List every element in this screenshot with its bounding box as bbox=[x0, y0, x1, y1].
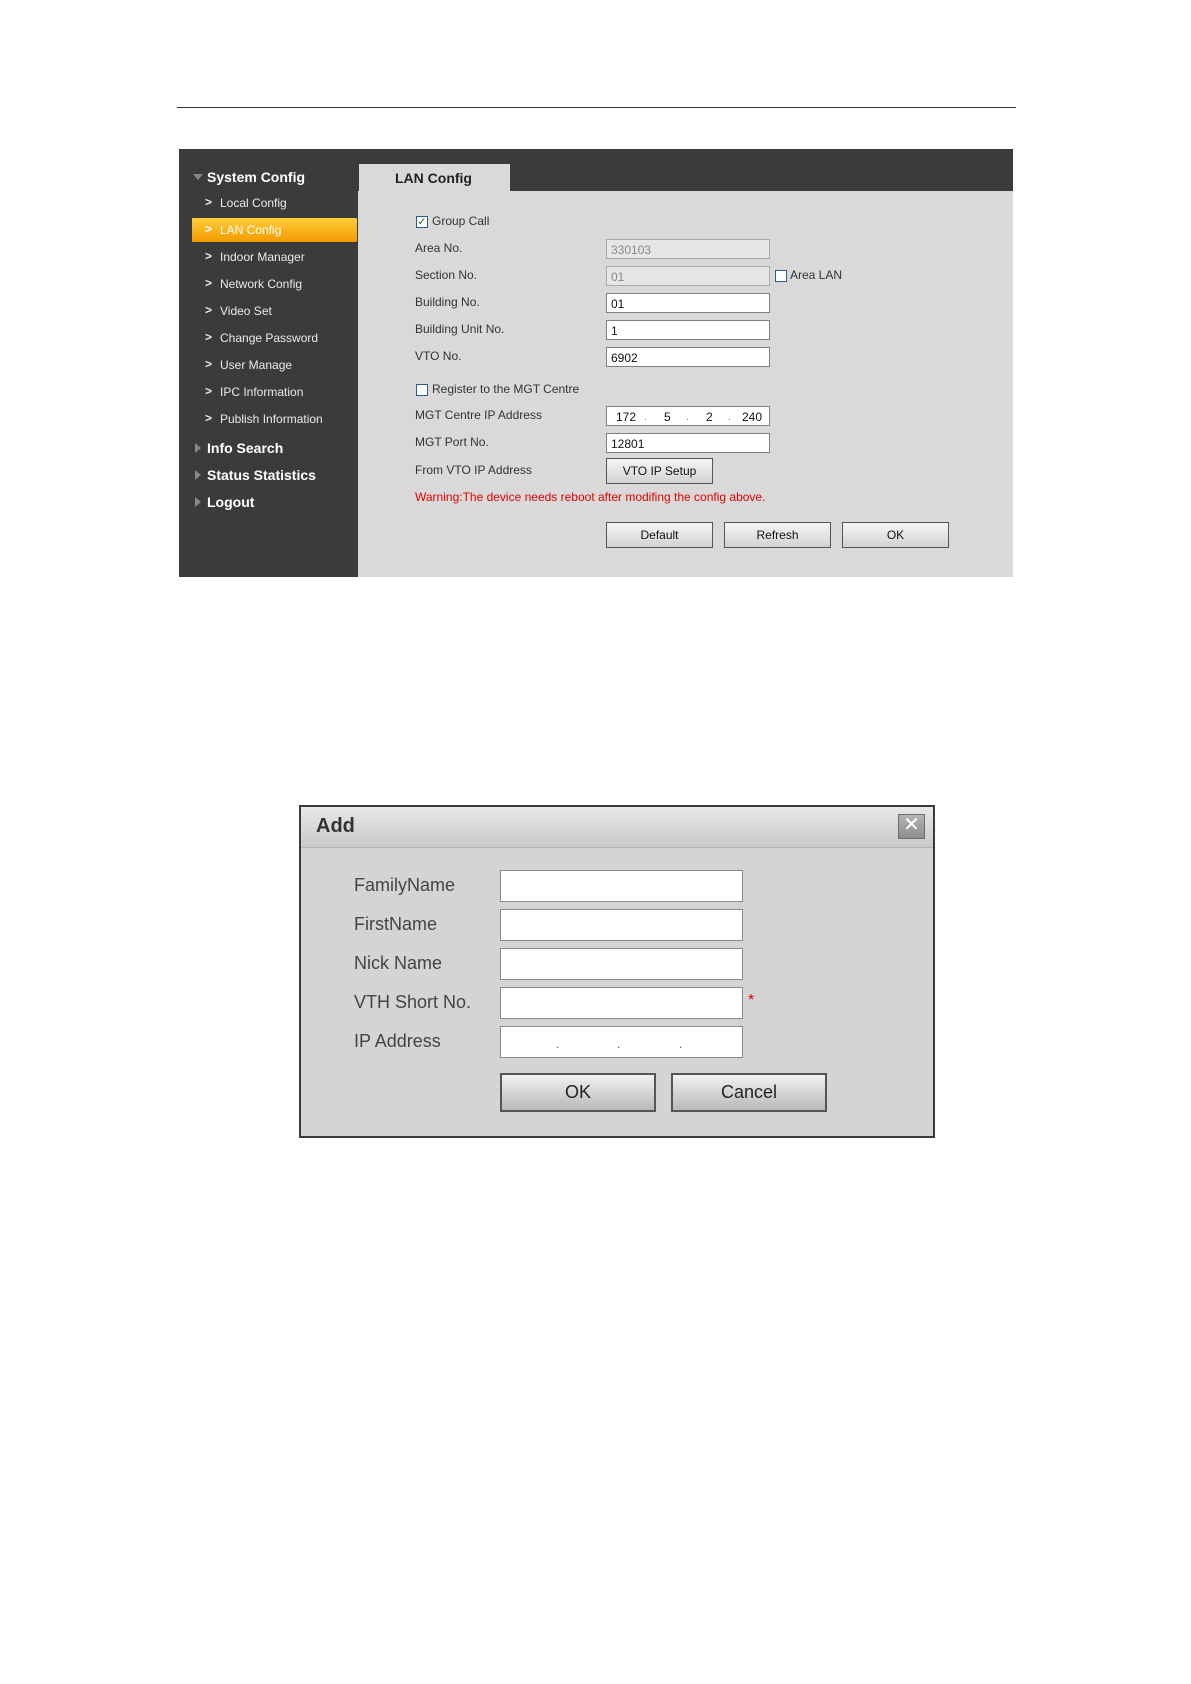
sidebar-item-publish-information[interactable]: > Publish Information bbox=[205, 411, 323, 426]
group-call-checkbox[interactable]: ✓ bbox=[417, 216, 427, 228]
tab-lan-config[interactable]: LAN Config bbox=[359, 164, 510, 191]
section-no-field[interactable]: 01 bbox=[606, 266, 770, 286]
mgt-ip-label: MGT Centre IP Address bbox=[415, 408, 542, 422]
sidebar-item-ipc-information[interactable]: > IPC Information bbox=[205, 384, 304, 399]
expand-right-icon bbox=[195, 470, 201, 480]
expand-right-icon bbox=[195, 443, 201, 453]
dialog-ok-button[interactable]: OK bbox=[500, 1073, 656, 1112]
family-name-label: FamilyName bbox=[354, 875, 456, 895]
sidebar-item-lan-config[interactable]: > LAN Config bbox=[192, 218, 357, 242]
mgt-ip-octet-2[interactable]: 5 bbox=[664, 410, 671, 424]
nick-name-label: Nick Name bbox=[354, 953, 443, 973]
group-call-label: Group Call bbox=[432, 214, 490, 228]
vto-ip-setup-button[interactable]: VTO IP Setup bbox=[606, 458, 713, 484]
area-no-field[interactable]: 330103 bbox=[606, 239, 770, 259]
nick-name-input[interactable] bbox=[500, 948, 743, 980]
sidebar-group-logout[interactable]: Logout bbox=[207, 494, 254, 510]
chevron-right-icon: > bbox=[205, 222, 213, 236]
mgt-ip-octet-4[interactable]: 240 bbox=[742, 410, 763, 424]
ip-dot: . bbox=[728, 411, 732, 423]
sidebar-group-status-statistics[interactable]: Status Statistics bbox=[207, 467, 316, 483]
chevron-right-icon: > bbox=[205, 195, 213, 209]
sidebar-item-user-manage[interactable]: > User Manage bbox=[205, 357, 293, 372]
sidebar-item-video-set[interactable]: > Video Set bbox=[205, 303, 272, 318]
sidebar bbox=[179, 149, 358, 577]
expand-right-icon bbox=[195, 497, 201, 507]
area-no-label: Area No. bbox=[415, 241, 463, 255]
sidebar-group-system-config[interactable]: System Config bbox=[207, 169, 305, 185]
page-header-rule bbox=[177, 107, 1016, 108]
building-unit-no-label: Building Unit No. bbox=[415, 322, 505, 336]
default-button[interactable]: Default bbox=[606, 522, 713, 548]
ip-dot: . bbox=[617, 1037, 621, 1051]
sidebar-item-indoor-manager[interactable]: > Indoor Manager bbox=[205, 249, 305, 264]
chevron-right-icon: > bbox=[205, 276, 213, 290]
sidebar-group-info-search[interactable]: Info Search bbox=[207, 440, 283, 456]
area-lan-checkbox[interactable] bbox=[775, 270, 787, 282]
required-marker: * bbox=[748, 992, 755, 1009]
mgt-ip-field[interactable] bbox=[606, 406, 770, 426]
reboot-warning: Warning:The device needs reboot after modifing the config above. bbox=[415, 490, 766, 504]
first-name-label: FirstName bbox=[354, 914, 438, 934]
chevron-right-icon: > bbox=[205, 384, 213, 398]
dialog-header bbox=[301, 807, 933, 848]
close-icon[interactable]: ✕ bbox=[898, 814, 925, 839]
chevron-right-icon: > bbox=[205, 330, 213, 344]
refresh-button[interactable]: Refresh bbox=[724, 522, 831, 548]
vto-no-label: VTO No. bbox=[415, 349, 462, 363]
chevron-right-icon: > bbox=[205, 303, 213, 317]
ip-dot: . bbox=[679, 1037, 683, 1051]
ip-address-input[interactable] bbox=[500, 1026, 743, 1058]
mgt-ip-octet-1[interactable]: 172 bbox=[616, 410, 637, 424]
sidebar-item-local-config[interactable]: > Local Config bbox=[205, 195, 287, 210]
sidebar-item-network-config[interactable]: > Network Config bbox=[205, 276, 303, 291]
ip-dot: . bbox=[686, 411, 690, 423]
building-unit-no-field[interactable]: 1 bbox=[606, 320, 770, 340]
mgt-port-field[interactable]: 12801 bbox=[606, 433, 770, 453]
chevron-right-icon: > bbox=[205, 357, 213, 371]
ip-dot: . bbox=[556, 1037, 560, 1051]
area-lan-label: Area LAN bbox=[790, 268, 843, 282]
lan-config-screenshot bbox=[179, 149, 1013, 577]
chevron-right-icon: > bbox=[205, 249, 213, 263]
add-dialog bbox=[299, 805, 935, 1138]
sidebar-item-change-password[interactable]: > Change Password bbox=[205, 330, 319, 345]
building-no-label: Building No. bbox=[415, 295, 480, 309]
ok-button[interactable]: OK bbox=[842, 522, 949, 548]
ip-address-label: IP Address bbox=[354, 1031, 441, 1051]
mgt-port-label: MGT Port No. bbox=[415, 435, 489, 449]
first-name-input[interactable] bbox=[500, 909, 743, 941]
register-mgt-label: Register to the MGT Centre bbox=[432, 382, 580, 396]
expand-down-icon bbox=[193, 174, 203, 180]
section-no-label: Section No. bbox=[415, 268, 478, 282]
chevron-right-icon: > bbox=[205, 411, 213, 425]
vto-no-field[interactable]: 6902 bbox=[606, 347, 770, 367]
dialog-cancel-button[interactable]: Cancel bbox=[671, 1073, 827, 1112]
building-no-field[interactable]: 01 bbox=[606, 293, 770, 313]
register-mgt-checkbox[interactable] bbox=[416, 384, 428, 396]
ip-dot: . bbox=[644, 411, 648, 423]
dialog-title: Add bbox=[316, 815, 355, 837]
family-name-input[interactable] bbox=[500, 870, 743, 902]
mgt-ip-octet-3[interactable]: 2 bbox=[706, 410, 713, 424]
vth-short-no-label: VTH Short No. bbox=[354, 992, 472, 1012]
vth-short-no-input[interactable] bbox=[500, 987, 743, 1019]
from-vto-ip-label: From VTO IP Address bbox=[415, 463, 532, 477]
